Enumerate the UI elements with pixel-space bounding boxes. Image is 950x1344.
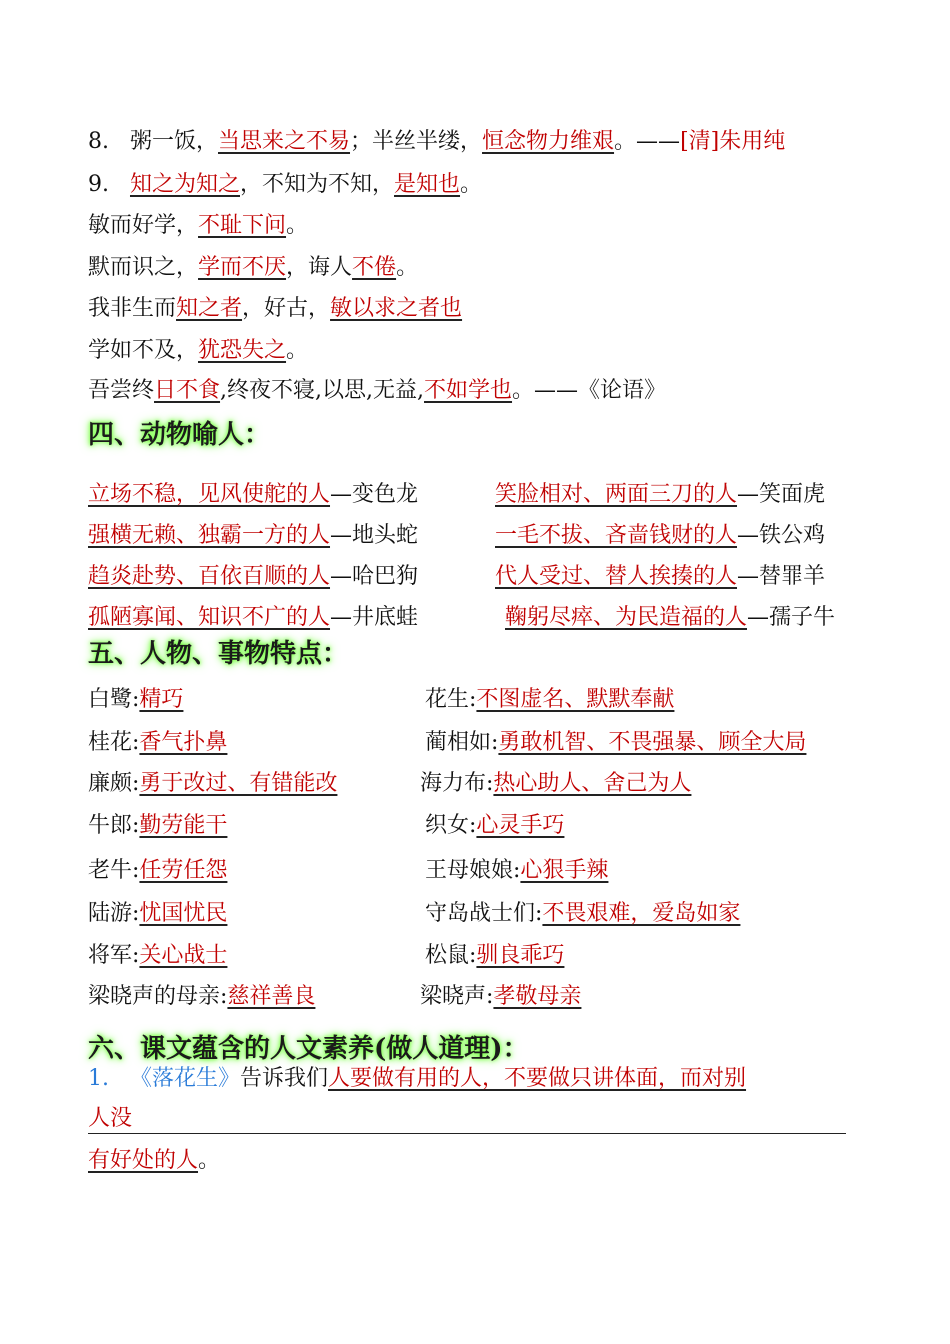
animal-name: —井底蛙 <box>330 605 419 630</box>
trait-name: 花生: <box>425 687 477 712</box>
answer-blank: 笑脸相对、两面三刀的人 <box>495 482 738 507</box>
quote-number: 9. <box>88 172 109 197</box>
item-number: 1. <box>88 1066 109 1091</box>
answer-blank: 敏以求之者也 <box>330 296 463 321</box>
animal-name: —变色龙 <box>330 482 419 507</box>
answer-blank: 孤陋寡闻、知识不广的人 <box>88 605 331 630</box>
trait-name: 廉颇: <box>88 771 140 796</box>
animal-item <box>495 521 825 551</box>
answer-blank: 是知也 <box>394 172 461 197</box>
quote-text: 。—— <box>614 129 681 154</box>
quote-text: 。——《论语》 <box>512 378 667 403</box>
quote-text: 。 <box>460 172 483 197</box>
answer-blank: 热心助人、舍己为人 <box>493 771 692 796</box>
answer-blank: 有好处的人 <box>88 1148 199 1173</box>
quote-text: 。 <box>198 1148 221 1173</box>
answer-blank: 香气扑鼻 <box>139 730 228 755</box>
answer-blank: 趋炎赴势、百依百顺的人 <box>88 564 331 589</box>
trait-name: 牛郎: <box>88 813 140 838</box>
answer-blank: 鞠躬尽瘁、为民造福的人 <box>505 605 748 630</box>
answer-blank: 勇于改过、有错能改 <box>139 771 338 796</box>
answer-blank: 精巧 <box>139 687 184 712</box>
quote-text: ，诲人 <box>286 255 353 280</box>
answer-blank: 不倦 <box>352 255 397 280</box>
lunyu-line <box>88 376 666 406</box>
animal-name: —哈巴狗 <box>330 564 419 589</box>
animal-name: —铁公鸡 <box>737 523 826 548</box>
answer-blank: 人没 <box>88 1106 133 1131</box>
animal-item <box>88 603 418 633</box>
trait-item <box>88 982 315 1012</box>
trait-name: 蔺相如: <box>425 730 499 755</box>
quote-text: ，不知为不知， <box>240 172 395 197</box>
answer-blank: 强横无赖、独霸一方的人 <box>88 523 331 548</box>
trait-name: 将军: <box>88 943 140 968</box>
answer-blank: 立场不稳，见风使舵的人 <box>88 482 331 507</box>
animal-item <box>495 480 825 510</box>
quote-text: 告诉我们 <box>240 1066 329 1091</box>
quote-9 <box>88 170 482 200</box>
trait-item <box>425 899 740 929</box>
answer-blank: 当思来之不易 <box>218 129 351 154</box>
section-heading: 六、课文蕴含的人文素养(做人道理)： <box>88 1034 529 1064</box>
animal-item <box>88 480 418 510</box>
answer-blank: 犹恐失之 <box>198 338 287 363</box>
trait-item <box>425 941 564 971</box>
animal-item <box>88 562 418 592</box>
animal-name: —地头蛇 <box>330 523 419 548</box>
animal-name: —孺子牛 <box>747 605 836 630</box>
quote-text: 。 <box>286 338 309 363</box>
trait-name: 白鹭: <box>88 687 140 712</box>
answer-blank: 心狠手辣 <box>520 858 609 883</box>
answer-blank: 勤劳能干 <box>139 813 228 838</box>
answer-blank: 不畏艰难，爱岛如家 <box>542 901 741 926</box>
answer-blank: 勇敢机智、不畏强暴、顾全大局 <box>498 730 807 755</box>
trait-item <box>420 769 691 799</box>
quote-text: 默而识之， <box>88 255 199 280</box>
answer-blank: 慈祥善良 <box>227 984 316 1009</box>
answer-blank: 恒念物力维艰 <box>482 129 615 154</box>
trait-name: 陆游: <box>88 901 140 926</box>
quote-text: 粥一饭， <box>129 129 218 154</box>
trait-name: 王母娘娘: <box>425 858 521 883</box>
answer-blank: 驯良乖巧 <box>476 943 565 968</box>
quote-number: 8. <box>88 129 109 154</box>
quote-text: ；半丝半缕， <box>350 129 483 154</box>
lunyu-line <box>88 253 418 283</box>
answer-blank: 知之者 <box>176 296 243 321</box>
answer-blank: 知之为知之 <box>129 172 240 197</box>
answer-blank: 学而不厌 <box>198 255 287 280</box>
answer-blank: 日不食 <box>154 378 221 403</box>
trait-item <box>425 856 608 886</box>
quote-text: 学如不及， <box>88 338 199 363</box>
quote-text: 。 <box>396 255 419 280</box>
animal-item <box>88 521 418 551</box>
answer-line <box>88 1105 846 1134</box>
answer-blank: 任劳任怨 <box>139 858 228 883</box>
quote-text: 吾尝终 <box>88 378 155 403</box>
quote-text: ，好古， <box>242 296 331 321</box>
quote-text: 。 <box>286 213 309 238</box>
trait-name: 海力布: <box>420 771 494 796</box>
animal-name: —笑面虎 <box>737 482 826 507</box>
trait-item <box>425 728 806 758</box>
moral-item-1 <box>88 1064 848 1094</box>
trait-item <box>88 728 227 758</box>
trait-item <box>88 856 227 886</box>
answer-blank: 孝敬母亲 <box>493 984 582 1009</box>
trait-item <box>88 941 227 971</box>
answer-blank: 不图虚名、默默奉献 <box>476 687 675 712</box>
trait-item <box>420 982 581 1012</box>
trait-item <box>425 811 564 841</box>
animal-name: —替罪羊 <box>737 564 826 589</box>
animal-item <box>505 603 835 633</box>
section-heading: 五、人物、事物特点： <box>88 639 349 669</box>
quote-text: ,终夜不寝,以思,无益, <box>220 378 425 403</box>
quote-text: 我非生而 <box>88 296 177 321</box>
answer-blank: 不耻下问 <box>198 213 287 238</box>
trait-item <box>425 685 674 715</box>
trait-item <box>88 811 227 841</box>
trait-name: 老牛: <box>88 858 140 883</box>
trait-name: 松鼠: <box>425 943 477 968</box>
section-heading: 四、动物喻人： <box>88 420 271 450</box>
lunyu-line <box>88 294 462 324</box>
answer-blank: 关心战士 <box>139 943 228 968</box>
answer-blank: 心灵手巧 <box>476 813 565 838</box>
quote-author: [清]朱用纯 <box>680 129 786 154</box>
lunyu-line <box>88 211 308 241</box>
answer-blank: 代人受过、替人挨揍的人 <box>495 564 738 589</box>
answer-blank: 一毛不拔、吝啬钱财的人 <box>495 523 738 548</box>
trait-item <box>88 685 183 715</box>
quote-text: 敏而好学， <box>88 213 199 238</box>
trait-name: 梁晓声: <box>420 984 494 1009</box>
quote-8 <box>88 127 785 157</box>
trait-item <box>88 899 227 929</box>
trait-name: 梁晓声的母亲: <box>88 984 228 1009</box>
answer-blank: 人要做有用的人，不要做只讲体面，而对别 <box>328 1066 747 1091</box>
animal-item <box>495 562 825 592</box>
lunyu-line <box>88 336 308 366</box>
trait-name: 守岛战士们: <box>425 901 543 926</box>
trait-item <box>88 769 337 799</box>
answer-blank: 忧国忧民 <box>139 901 228 926</box>
trait-name: 织女: <box>425 813 477 838</box>
answer-blank: 不如学也 <box>424 378 513 403</box>
answer-line <box>88 1146 220 1176</box>
trait-name: 桂花: <box>88 730 140 755</box>
book-title: 《落花生》 <box>129 1066 240 1091</box>
